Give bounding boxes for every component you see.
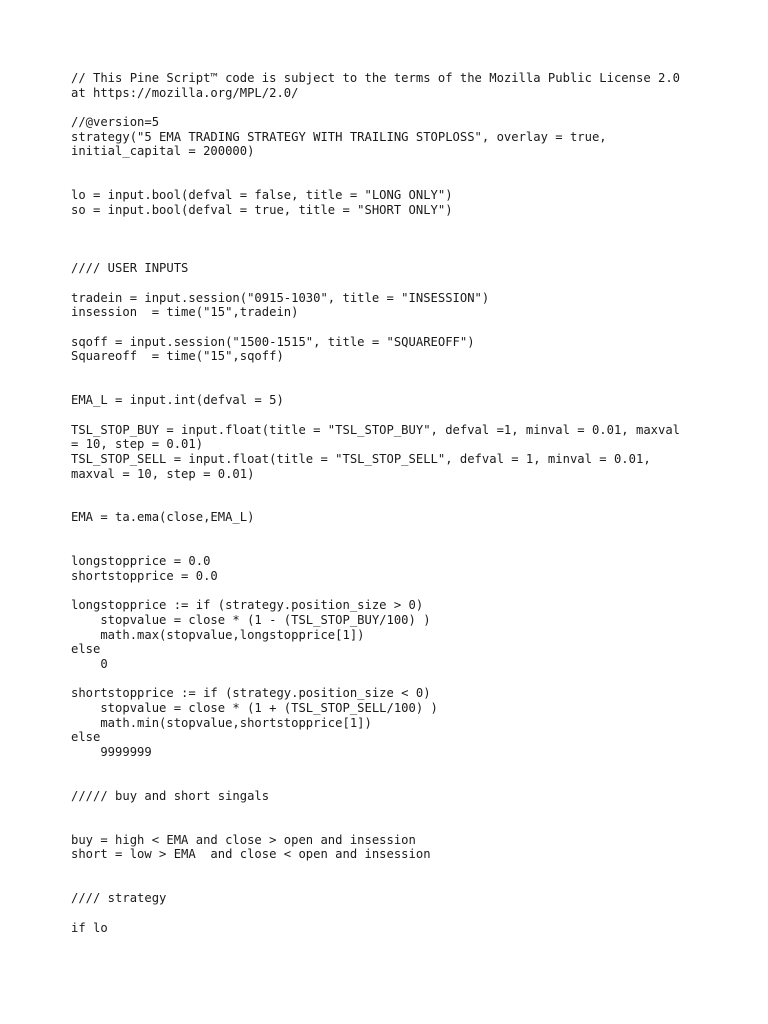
code-line: so = input.bool(defval = true, title = "SHORT ONLY"): [71, 202, 453, 217]
code-line: TSL_STOP_BUY = input.float(title = "TSL_STOP_BUY", defval =1, minval = 0.01, maxval: [71, 422, 681, 437]
code-line: tradein = input.session("0915-1030", title = "INSESSION"): [71, 290, 490, 305]
code-line: [71, 247, 711, 262]
code-line: [71, 672, 711, 687]
code-line: sqoff = input.session("1500-1515", title = "SQUAREOFF"): [71, 334, 475, 349]
code-line: buy = high < EMA and close > open and insession: [71, 832, 416, 847]
code-line: at https://mozilla.org/MPL/2.0/: [71, 85, 299, 100]
code-line: [71, 379, 711, 394]
code-line: [71, 804, 711, 819]
code-line: [71, 100, 711, 115]
code-line: longstopprice = 0.0: [71, 554, 211, 569]
code-line: TSL_STOP_SELL = input.float(title = "TSL_STOP_SELL", defval = 1, minval = 0.01,: [71, 451, 651, 466]
code-line: strategy("5 EMA TRADING STRATEGY WITH TRAILING STOPLOSS", overlay = true,: [71, 129, 607, 144]
code-line: // This Pine Script™ code is subject to the terms of the Mozilla Public License 2.0: [71, 71, 681, 85]
code-line: [71, 364, 711, 379]
code-line: lo = input.bool(defval = false, title = "LONG ONLY"): [71, 188, 453, 203]
code-line: [71, 862, 711, 877]
code-line: [71, 760, 711, 775]
code-line: math.min(stopvalue,shortstopprice[1]): [71, 715, 372, 730]
code-line: [71, 320, 711, 335]
code-line: [71, 540, 711, 555]
code-line: //@version=5: [71, 114, 160, 129]
code-line: Squareoff = time("15",sqoff): [71, 349, 284, 364]
code-line: 9999999: [71, 744, 152, 759]
code-line: stopvalue = close * (1 - (TSL_STOP_BUY/100) ): [71, 613, 431, 628]
code-line: [71, 818, 711, 833]
code-line: [71, 159, 711, 174]
code-line: short = low > EMA and close < open and insession: [71, 847, 431, 862]
code-line: [71, 906, 711, 921]
code-line: EMA_L = input.int(defval = 5): [71, 393, 284, 408]
code-line: 0: [71, 657, 108, 671]
code-line: [71, 174, 711, 189]
code-line: [71, 408, 711, 423]
code-line: [71, 496, 711, 511]
code-line: else: [71, 642, 101, 657]
code-line: [71, 276, 711, 291]
code-line: EMA = ta.ema(close,EMA_L): [71, 510, 255, 525]
code-line: maxval = 10, step = 0.01): [71, 466, 255, 481]
code-line: [71, 525, 711, 540]
code-line: longstopprice := if (strategy.position_size > 0): [71, 598, 424, 613]
code-line: stopvalue = close * (1 + (TSL_STOP_SELL/100) ): [71, 700, 438, 715]
code-line: shortstopprice = 0.0: [71, 569, 218, 584]
code-line: [71, 877, 711, 892]
code-block: [71, 71, 711, 935]
code-line: [71, 232, 711, 247]
code-line: [71, 584, 711, 599]
code-line: ///// buy and short singals: [71, 788, 270, 803]
code-line: //// USER INPUTS: [71, 261, 189, 276]
code-line: math.max(stopvalue,longstopprice[1]): [71, 627, 365, 642]
code-line: shortstopprice := if (strategy.position_size < 0): [71, 686, 431, 701]
code-line: [71, 481, 711, 496]
code-line: initial_capital = 200000): [71, 144, 255, 159]
code-line: [71, 774, 711, 789]
code-line: //// strategy: [71, 891, 167, 906]
code-line: = 10, step = 0.01): [71, 437, 204, 452]
code-line: else: [71, 730, 101, 745]
code-line: if lo: [71, 920, 108, 935]
code-line: insession = time("15",tradein): [71, 305, 299, 320]
code-line: [71, 218, 711, 233]
